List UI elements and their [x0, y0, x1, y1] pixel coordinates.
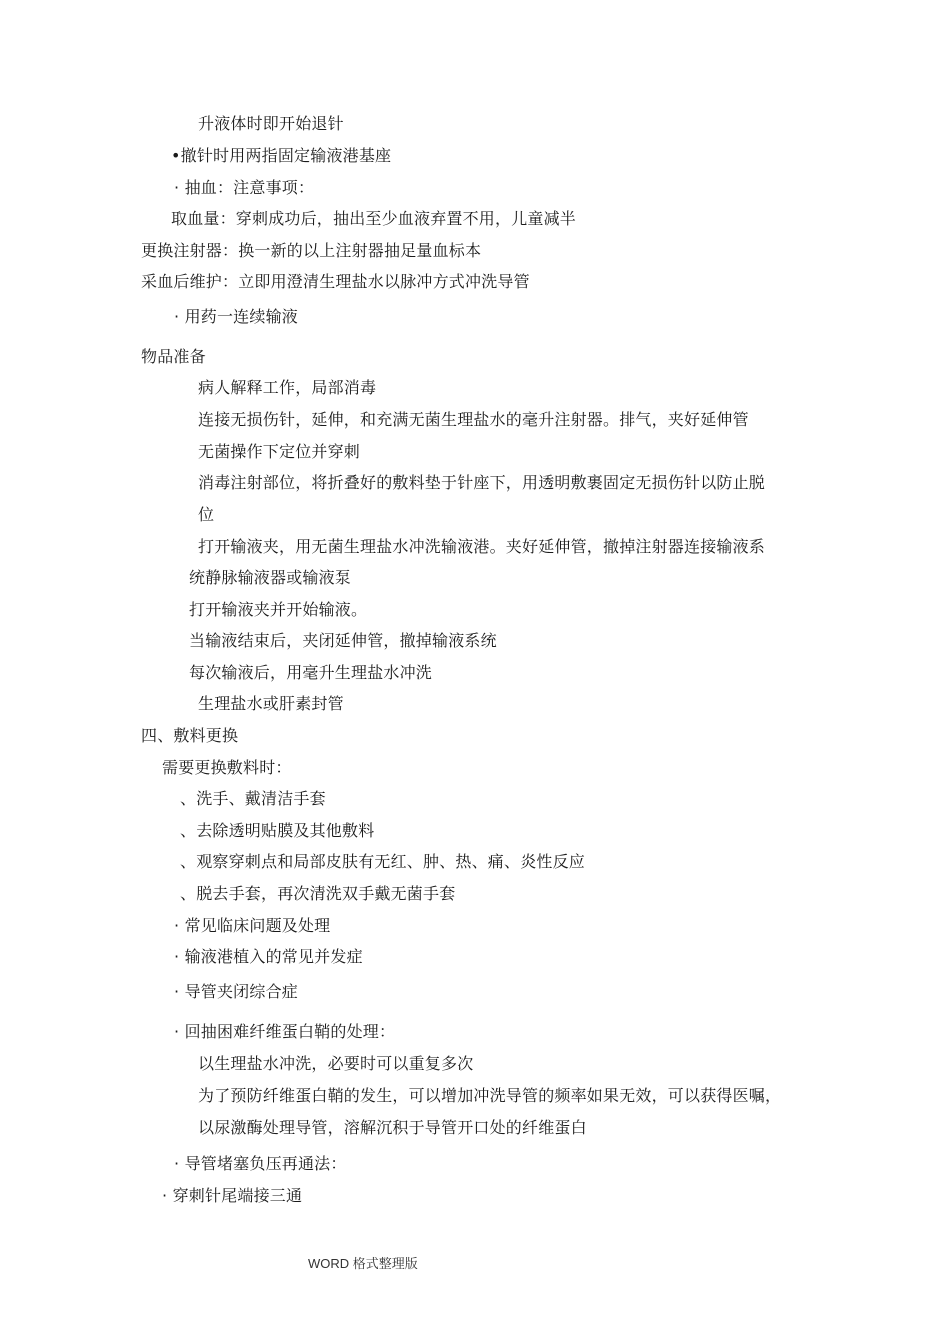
text-line: 当输液结束后，夹闭延伸管，撤掉输液系统: [189, 631, 497, 650]
text-line: 为了预防纤维蛋白鞘的发生，可以增加冲洗导管的频率如果无效，可以获得医嘱，: [198, 1086, 782, 1105]
text-line: 打开输液夹并开始输液。: [189, 600, 368, 619]
text-line: · 用药一连续输液: [174, 307, 298, 326]
text-line: 打开输液夹，用无菌生理盐水冲洗输液港。夹好延伸管，撤掉注射器连接输液系: [198, 537, 766, 556]
text-line: 连接无损伤针，延伸，和充满无菌生理盐水的毫升注射器。排气，夹好延伸管: [198, 410, 749, 429]
text-line: 、洗手、戴清洁手套: [180, 789, 326, 808]
section-heading: 四、敷料更换: [141, 726, 239, 745]
text-line: · 导管夹闭综合症: [174, 982, 298, 1001]
text-line: 消毒注射部位，将折叠好的敷料垫于针座下，用透明敷裹固定无损伤针以防止脱: [198, 473, 766, 492]
text-line: 以尿激酶处理导管，溶解沉积于导管开口处的纤维蛋白: [198, 1118, 587, 1137]
text-line: 采血后维护：立即用澄清生理盐水以脉冲方式冲洗导管: [141, 272, 530, 291]
text-line: 每次输液后，用毫升生理盐水冲洗: [189, 663, 433, 682]
text-line: 、观察穿刺点和局部皮肤有无红、肿、热、痛、炎性反应: [180, 852, 586, 871]
text-line: 取血量：穿刺成功后，抽出至少血液弃置不用，儿童减半: [171, 209, 577, 228]
text-line: •撤针时用两指固定输液港基座: [171, 146, 392, 165]
text-line: 需要更换敷料时：: [162, 758, 292, 777]
text-line: 以生理盐水冲洗，必要时可以重复多次: [198, 1054, 474, 1073]
text-line: 、脱去手套，再次清洗双手戴无菌手套: [180, 884, 456, 903]
text-line: 无菌操作下定位并穿刺: [198, 442, 361, 461]
text-line: 升液体时即开始退针: [198, 114, 344, 133]
text-line: 、去除透明贴膜及其他敷料: [180, 821, 375, 840]
page-footer: WORD 格式整理版: [308, 1256, 418, 1271]
text-line: · 常见临床问题及处理: [174, 916, 331, 935]
text-line: · 回抽困难纤维蛋白鞘的处理：: [174, 1022, 396, 1041]
text-line: · 抽血：注意事项：: [174, 178, 315, 197]
section-heading: 物品准备: [141, 347, 206, 366]
text-line: 位: [198, 505, 215, 524]
text-line: 生理盐水或肝素封管: [198, 694, 344, 713]
text-line: 病人解释工作，局部消毒: [198, 378, 377, 397]
text-line: · 输液港植入的常见并发症: [174, 947, 363, 966]
text-line: 更换注射器：换一新的以上注射器抽足量血标本: [141, 241, 482, 260]
text-line: 统静脉输液器或输液泵: [189, 568, 352, 587]
text-line: · 导管堵塞负压再通法：: [174, 1154, 347, 1173]
text-line: · 穿刺针尾端接三通: [162, 1186, 303, 1205]
